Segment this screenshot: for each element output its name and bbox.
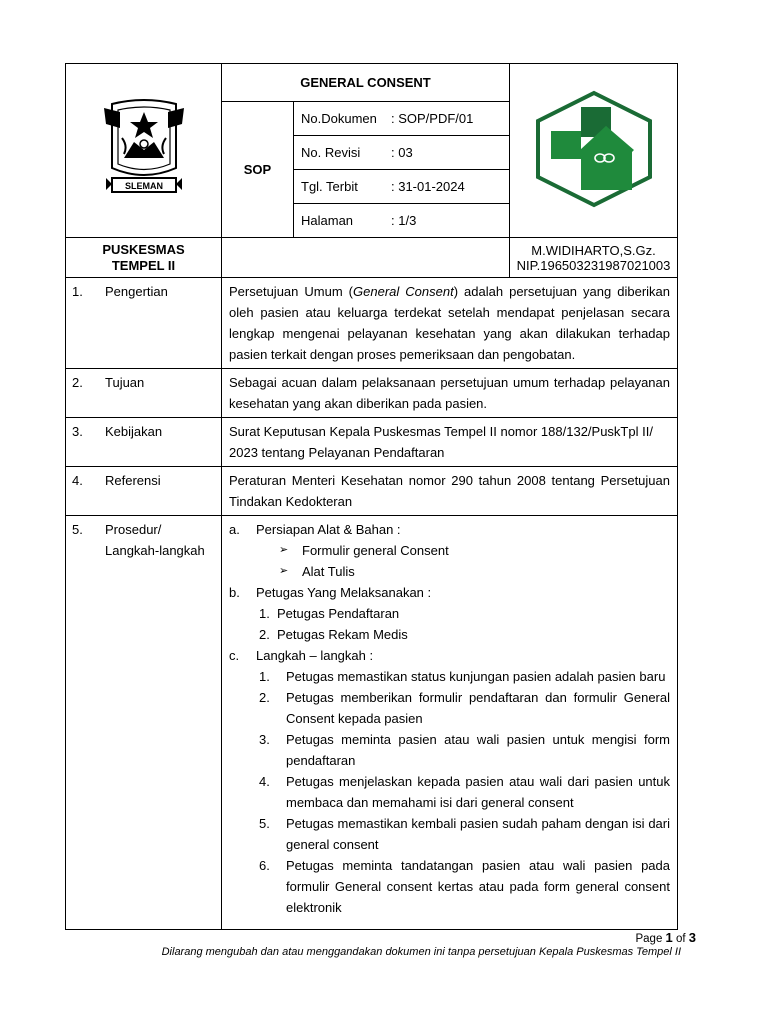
meta-halaman: Halaman : 1/3 [294,204,510,238]
svg-text:SLEMAN: SLEMAN [124,181,163,191]
section-kebijakan: 3. Kebijakan Surat Keputusan Kepala Puskesmas Tempel II nomor 188/132/PuskTpl II/ 2023 tentang Pelayanan Pendaftaran [66,418,678,467]
puskesmas-logo-cell [510,64,678,238]
step-item: 6. Petugas meminta tandatangan pasien atau wali pasien pada formulir General consent kertas atau pada form general consent elektronik [259,858,670,915]
sub-a: a. Persiapan Alat & Bahan : [229,522,401,537]
document-title: GENERAL CONSENT [222,64,510,102]
signer-name: M.WIDIHARTO,S.Gz. [531,242,656,258]
list-item: 1. Petugas Pendaftaran [259,606,400,621]
puskesmas-name: PUSKESMAS TEMPEL II [66,238,222,278]
sop-header-table [65,63,678,930]
list-item: ➢ Formulir general Consent [279,543,449,558]
step-item: 2. Petugas memberikan formulir pendaftaran dan formulir General Consent kepada pasien [259,690,670,726]
section-prosedur: 5. Prosedur/ Langkah-langkah a. Persiapan Alat & Bahan : ➢ Formulir general Consent ➢ Alat Tulis b. Petugas Yang Melaksanakan : 1. Petugas Pendaftaran 2. Petugas Rekam Medis c. Langkah – langkah : 1. Petugas memastikan status kunjungan pasien adalah pasien baru 2. Petugas memberikan formulir pendaftaran dan formulir General Consent kepada pasien 3. Petugas meminta pasien atau wali pasien untuk mengisi form pendaftaran 4. Petugas menjelaskan kepada pasien atau wali dari pasien untuk membaca dan memahami isi dari general consent 5. Petugas memastikan kembali pasien sudah paham dengan isi dari general consent 6. Petugas meminta tandatangan pasien atau wali pasien pada formulir General consent kertas atau pada form general consent elektronik [66,516,678,930]
meta-no-revisi: No. Revisi : 03 [294,136,510,170]
section-referensi: 4. Referensi Peraturan Menteri Kesehatan nomor 290 tahun 2008 tentang Persetujuan Tindakan Kedokteran [66,467,678,516]
list-item: ➢ Alat Tulis [279,564,355,579]
section-pengertian: 1. Pengertian Persetujuan Umum (General Consent) adalah persetujuan yang diberikan oleh pasien atau keluarga terdekat setelah mendapat penjelasan secara lengkap mengenai pelayanan kesehatan yang akan dilakukan terhadap pasien terkait dengan proses pemeriksaan dan pengobatan. [66,278,678,369]
meta-no-dokumen: No.Dokumen : SOP/PDF/01 [294,102,510,136]
sub-b: b. Petugas Yang Melaksanakan : [229,585,432,600]
list-item: 2. Petugas Rekam Medis [259,627,408,642]
step-item: 3. Petugas meminta pasien atau wali pasien untuk mengisi form pendaftaran [259,732,670,768]
footer-disclaimer: Dilarang mengubah dan atau menggandakan dokumen ini tanpa persetujuan Kepala Puskesmas Tempel II [161,946,681,958]
referensi-text: Peraturan Menteri Kesehatan nomor 290 tahun 2008 tentang Persetujuan Tindakan Kedokteran [222,467,678,516]
empty-cell [222,238,510,278]
page-number: Page 1 of 3 [635,930,696,945]
kebijakan-text: Surat Keputusan Kepala Puskesmas Tempel II nomor 188/132/PuskTpl II/ 2023 tentang Pelayanan Pendaftaran [222,418,678,467]
pengertian-text: Persetujuan Umum (General Consent) adalah persetujuan yang diberikan oleh pasien atau keluarga terdekat setelah mendapat penjelasan secara lengkap mengenai pelayanan kesehatan yang akan dilakukan terhadap pasien terkait dengan proses pemeriksaan dan pengobatan. [222,278,678,369]
tujuan-text: Sebagai acuan dalam pelaksanaan persetujuan umum terhadap pelayanan kesehatan yang akan diberikan pada pasien. [222,369,678,418]
step-item: 1. Petugas memastikan status kunjungan pasien adalah pasien baru [259,669,666,684]
puskesmas-logo-icon [534,90,654,208]
sub-c: c. Langkah – langkah : [229,648,374,663]
prosedur-content [222,516,678,930]
sleman-emblem-icon [98,98,190,200]
step-item: 4. Petugas menjelaskan kepada pasien atau wali dari pasien untuk membaca dan memahami isi dari general consent [259,774,670,810]
meta-tgl-terbit: Tgl. Terbit : 31-01-2024 [294,170,510,204]
sop-label: SOP [222,102,294,238]
section-tujuan: 2. Tujuan Sebagai acuan dalam pelaksanaan persetujuan umum terhadap pelayanan kesehatan yang akan diberikan pada pasien. [66,369,678,418]
signer-block [510,238,678,278]
signer-nip: NIP.196503231987021003 [516,257,671,273]
sop-document [65,63,677,930]
sleman-emblem-cell [66,64,222,238]
step-item: 5. Petugas memastikan kembali pasien sudah paham dengan isi dari general consent [259,816,670,852]
